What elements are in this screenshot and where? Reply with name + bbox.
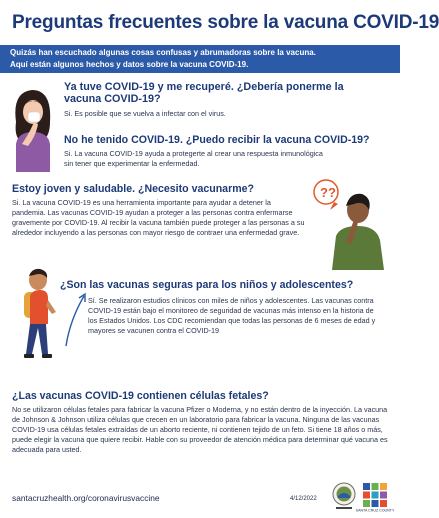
faq-answer-3: Si. La vacuna COVID-19 es una herramienta importante para ayudar a detener la pandemia. Las vacunas COVID-19 ayudan a proteger a las personas contra enfermarse gravemente por COVID-19. Al recibir la vacuna también puede proteger a las personas a su alrededor incluyendo a las personas con mayor riesgo de contraer una enfermedad grave. [12, 198, 305, 237]
faq-answer-1: Si. Es posible que se vuelva a infectar con el virus. [64, 109, 226, 118]
page-title: Preguntas frecuentes sobre la vacuna COVID-19 [12, 12, 439, 33]
faq-question-1: Ya tuve COVID-19 y me recuperé. ¿Debería ponerme la vacuna COVID-19? [64, 81, 344, 105]
health-services-logo-icon [355, 482, 395, 513]
svg-text:??: ?? [320, 185, 336, 200]
faq-answer-2: Si. La vacuna COVID-19 ayuda a protegerte al crear una respuesta inmunológica sin tener que experimentar la enfermedad. [64, 149, 323, 168]
faq-question-4: ¿Son las vacunas seguras para los niños y adolescentes? [60, 279, 354, 291]
intro-line-1: Quizás han escuchado algunas cosas confusas y abrumadoras sobre la vacuna. [10, 48, 316, 57]
logo-text: SANTA CRUZ COUNTY [355, 508, 395, 513]
intro-banner [0, 45, 400, 73]
faq-answer-5: No se utilizaron células fetales para fabricar la vacuna Pfizer o Moderna, y no están dentro de la inyección. La vacuna de Johnson & Johnson utiliza células que crecen en un laboratorio para fabricar la vacuna. Ninguna de las vacunas COVID-19 usa células fetales extraídas de un aborto reciente, ni contienen tejido de un feto. Si tiene 18 años o más, puede elegir la vacuna que quiere recibir. Hable con su proveedor de atención médica para determinar qué vacuna es adecuada para usted. [12, 405, 388, 454]
intro-line-2: Aquí están algunos hechos y datos sobre la vacuna COVID-19. [10, 60, 249, 69]
student-boy-illustration [12, 266, 60, 361]
county-seal-icon [332, 482, 356, 512]
footer-date: 4/12/2022 [290, 496, 317, 502]
faq-question-2: No he tenido COVID-19. ¿Puedo recibir la vacuna COVID-19? [64, 134, 370, 146]
footer-url-link[interactable]: santacruzhealth.org/coronavirusvaccine [12, 493, 160, 503]
sneezing-woman-illustration [8, 82, 58, 172]
faq-question-3: Estoy joven y saludable. ¿Necesito vacunarme? [12, 183, 254, 195]
faq-answer-4: Sí. Se realizaron estudios clínicos con miles de niños y adolescentes. Las vacunas contra COVID-19 están bajo el monitoreo de seguridad de vacunas más intenso en la historia de los Estados Unidos. Los CDC recomiendan que todas las personas de 6 meses de edad y mayores se vacunen contra el COVID-19 [88, 296, 376, 335]
thinking-man-illustration [306, 170, 392, 270]
faq-question-5: ¿Las vacunas COVID-19 contienen células fetales? [12, 390, 269, 402]
